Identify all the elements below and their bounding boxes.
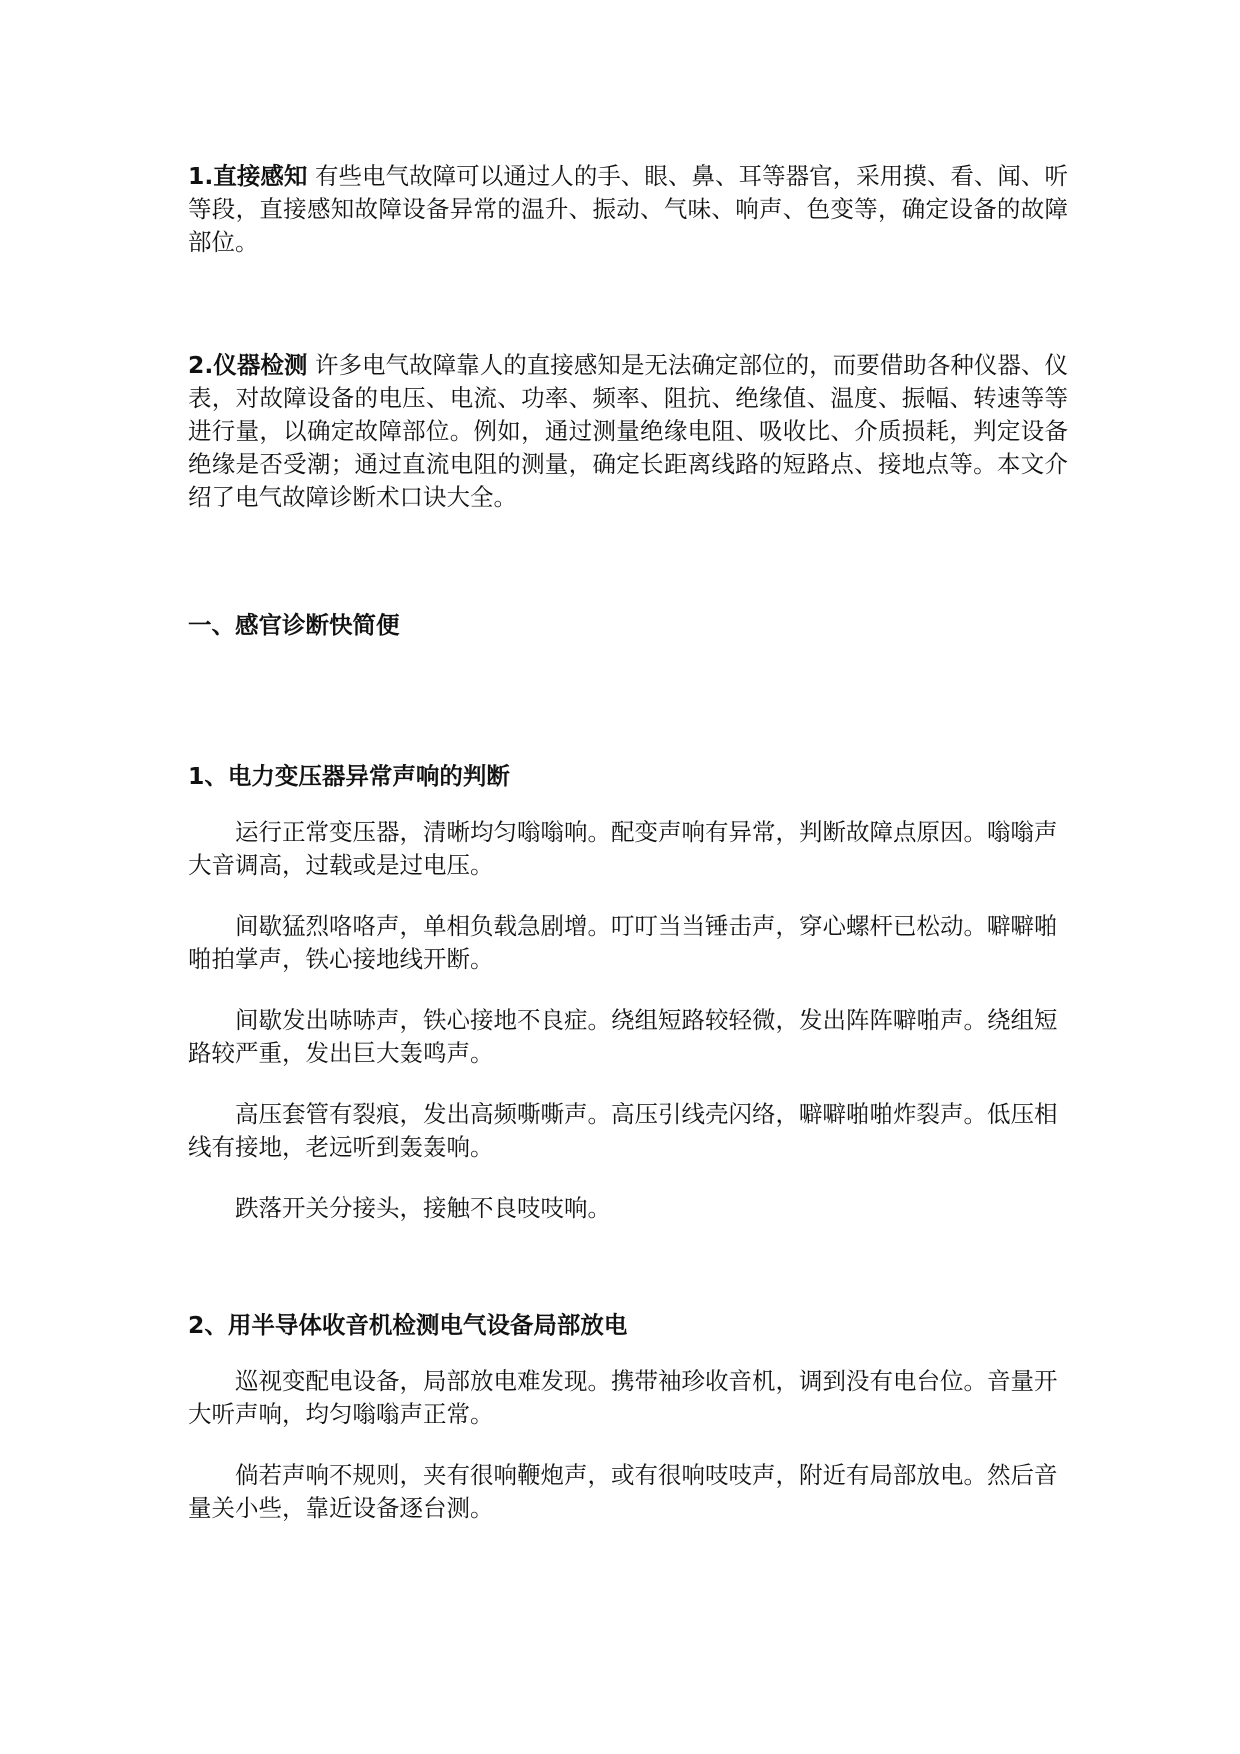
section-title-sensory-diagnosis: 一、感官诊断快简便 [188, 611, 400, 639]
intro-lead-instrument-detection: 2.仪器检测 [188, 351, 308, 379]
intro-text-direct-perception: 有些电气故障可以通过人的手、眼、鼻、耳等器官，采用摸、看、闻、听等段，直接感知故障设备异常的温升、振动、气味、响声、色变等，确定设备的故障部位。 [188, 162, 1068, 256]
intro-lead-direct-perception: 1.直接感知 [188, 162, 308, 190]
body-paragraph: 间歇发出哧哧声，铁心接地不良症。绕组短路较轻微，发出阵阵噼啪声。绕组短路较严重，发出巨大轰鸣声。 [188, 1006, 1058, 1067]
subsection-title-transformer-sound: 1、电力变压器异常声响的判断 [188, 762, 510, 790]
intro-paragraph-direct-perception [188, 160, 1068, 259]
body-paragraph: 间歇猛烈咯咯声，单相负载急剧增。叮叮当当锤击声，穿心螺杆已松动。噼噼啪啪拍掌声，铁心接地线开断。 [188, 912, 1058, 973]
body-paragraph: 高压套管有裂痕，发出高频嘶嘶声。高压引线壳闪络，噼噼啪啪炸裂声。低压相线有接地，老远听到轰轰响。 [188, 1100, 1058, 1161]
document-page [188, 160, 1068, 1525]
body-paragraph: 倘若声响不规则，夹有很响鞭炮声，或有很响吱吱声，附近有局部放电。然后音量关小些，靠近设备逐台测。 [188, 1461, 1058, 1522]
body-paragraph: 运行正常变压器，清晰均匀嗡嗡响。配变声响有异常，判断故障点原因。嗡嗡声大音调高，过载或是过电压。 [188, 818, 1058, 879]
subsection-title-radio-discharge-detection: 2、用半导体收音机检测电气设备局部放电 [188, 1311, 628, 1339]
intro-text-instrument-detection: 许多电气故障靠人的直接感知是无法确定部位的，而要借助各种仪器、仪表，对故障设备的电压、电流、功率、频率、阻抗、绝缘值、温度、振幅、转速等等进行量，以确定故障部位。例如，通过测量绝缘电阻、吸收比、介质损耗，判定设备绝缘是否受潮；通过直流电阻的测量，确定长距离线路的短路点、接地点等。本文介绍了电气故障诊断术口诀大全。 [188, 351, 1068, 511]
body-paragraph: 巡视变配电设备，局部放电难发现。携带袖珍收音机，调到没有电台位。音量开大听声响，均匀嗡嗡声正常。 [188, 1367, 1058, 1428]
intro-paragraph-instrument-detection [188, 349, 1068, 514]
body-paragraph: 跌落开关分接头，接触不良吱吱响。 [235, 1194, 611, 1222]
